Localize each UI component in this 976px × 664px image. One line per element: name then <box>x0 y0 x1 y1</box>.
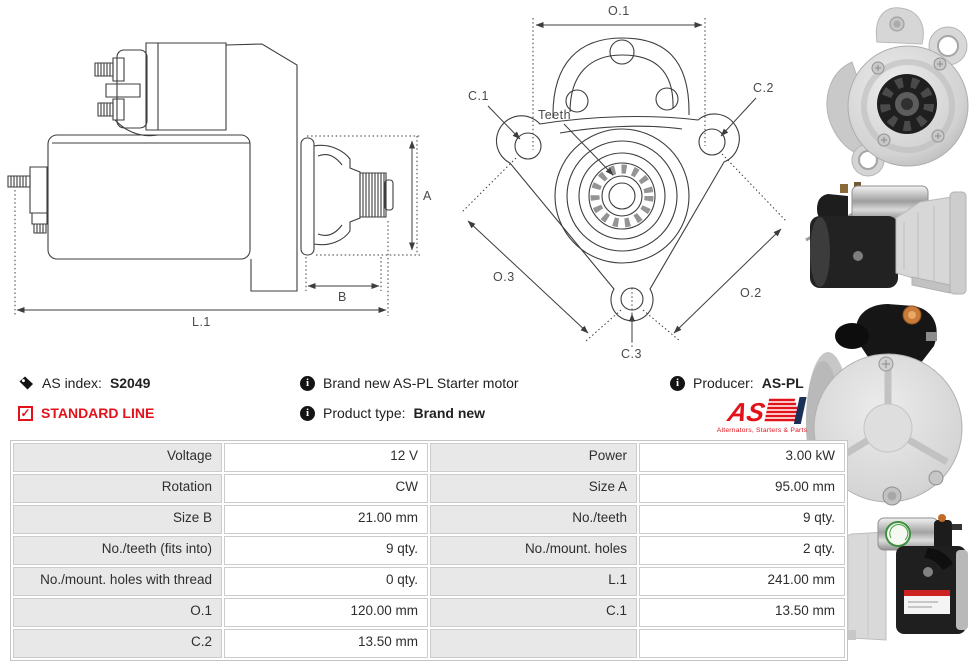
flange-outline <box>496 114 739 321</box>
spec-value-cell: 120.00 mm <box>224 598 428 627</box>
spec-value-cell: 13.50 mm <box>224 629 428 658</box>
producer-value: AS-PL <box>761 375 804 391</box>
spec-value-cell: 3.00 kW <box>639 443 845 472</box>
arch-outline <box>553 38 689 118</box>
dimension-c1 <box>468 89 520 139</box>
dimension-label-a: A <box>423 189 432 203</box>
standard-line-label: STANDARD LINE <box>41 405 155 421</box>
logo-as-text: AS <box>725 397 768 427</box>
spec-value-cell: 21.00 mm <box>224 505 428 534</box>
table-row <box>13 474 845 503</box>
dimension-label-b: B <box>338 290 347 304</box>
dimension-c2 <box>721 81 774 136</box>
table-row <box>13 629 845 658</box>
dimension-b <box>306 257 381 304</box>
spec-value-cell: 9 qty. <box>224 536 428 565</box>
table-row <box>13 567 845 596</box>
spec-label-cell: C.1 <box>430 598 637 627</box>
spec-label-cell: Power <box>430 443 637 472</box>
dimension-label-l1: L.1 <box>192 315 211 329</box>
description-line <box>300 375 519 391</box>
spec-label-cell: No./teeth <box>430 505 637 534</box>
as-pl-logo <box>716 395 808 435</box>
drive-end-outline <box>301 138 393 255</box>
spec-label-cell: O.1 <box>13 598 222 627</box>
spec-value-cell: 95.00 mm <box>639 474 845 503</box>
side-view-diagram <box>0 0 440 360</box>
spec-value-cell: 12 V <box>224 443 428 472</box>
dimension-c3 <box>621 288 642 361</box>
product-type-line <box>300 405 485 421</box>
spec-label-cell: No./mount. holes <box>430 536 637 565</box>
logo-tagline: Alternators, Starters & Parts <box>716 427 808 434</box>
product-description: Brand new AS-PL Starter motor <box>323 375 519 391</box>
spec-label-cell: C.2 <box>13 629 222 658</box>
solenoid-outline <box>95 43 226 136</box>
table-row <box>13 443 845 472</box>
as-index-line <box>18 375 150 391</box>
spec-label-cell: L.1 <box>430 567 637 596</box>
teeth-callout <box>538 108 613 175</box>
checkbox-checked-icon: ✓ <box>18 406 33 421</box>
dimension-label-c3: C.3 <box>621 347 642 361</box>
spec-value-cell: 9 qty. <box>639 505 845 534</box>
spec-value-cell: 0 qty. <box>224 567 428 596</box>
starter-body-outline <box>8 135 250 259</box>
producer-line <box>670 375 804 391</box>
front-view-diagram <box>440 0 800 365</box>
mount-bracket-outline <box>226 44 297 291</box>
spec-label-cell: Size A <box>430 474 637 503</box>
table-row <box>13 505 845 534</box>
product-type-value: Brand new <box>413 405 486 421</box>
product-photo-side[interactable] <box>800 182 976 296</box>
tag-icon <box>18 375 34 391</box>
info-icon: i <box>300 406 315 421</box>
spec-value-cell: 241.00 mm <box>639 567 845 596</box>
info-icon: i <box>670 376 685 391</box>
spec-value-cell <box>639 629 845 658</box>
spec-value-cell: CW <box>224 474 428 503</box>
dimension-label-o2: O.2 <box>740 286 762 300</box>
as-index-value: S2049 <box>109 375 151 391</box>
product-photo-front[interactable] <box>800 2 976 178</box>
spec-label-cell: No./mount. holes with thread <box>13 567 222 596</box>
standard-line-badge <box>18 405 154 421</box>
spec-label-cell <box>430 629 637 658</box>
spec-label-cell: Size B <box>13 505 222 534</box>
spec-value-cell: 13.50 mm <box>639 598 845 627</box>
spec-value-cell: 2 qty. <box>639 536 845 565</box>
spec-table <box>10 440 848 661</box>
producer-label: Producer: <box>693 375 754 391</box>
spec-label-cell: No./teeth (fits into) <box>13 536 222 565</box>
gear-outline <box>555 129 689 263</box>
dimension-label-o1: O.1 <box>608 4 630 18</box>
teeth-label: Teeth <box>538 108 572 122</box>
spec-label-cell: Voltage <box>13 443 222 472</box>
product-type-label: Product type: <box>323 405 406 421</box>
dimension-label-c1: C.1 <box>468 89 489 103</box>
spec-label-cell: Rotation <box>13 474 222 503</box>
table-row <box>13 598 845 627</box>
as-index-label: AS index: <box>42 375 102 391</box>
table-row <box>13 536 845 565</box>
dimension-label-c2: C.2 <box>753 81 774 95</box>
dimension-label-o3: O.3 <box>493 270 515 284</box>
info-icon: i <box>300 376 315 391</box>
